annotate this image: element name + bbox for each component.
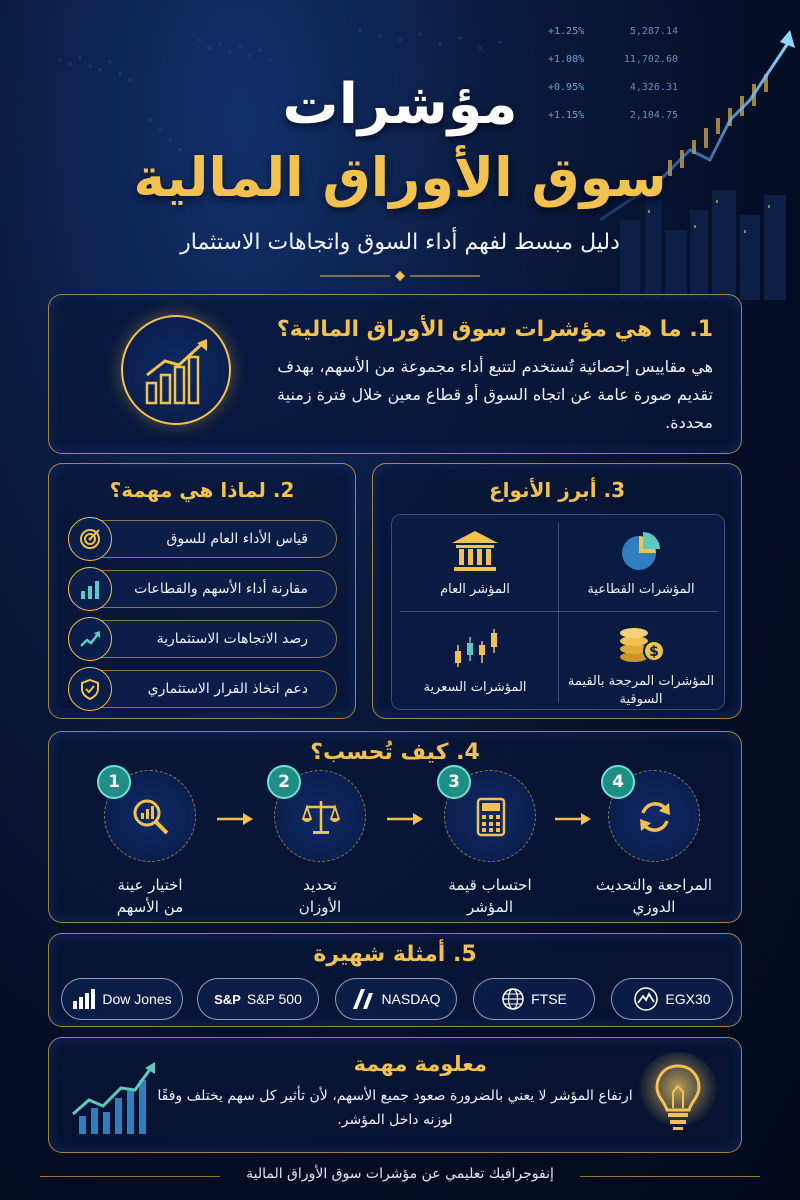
importance-item (71, 670, 337, 708)
section5-title: 5. أمثلة شهيرة (313, 942, 477, 967)
ticker-row (548, 26, 678, 54)
ticker-value: 2,104.75 (629, 110, 678, 121)
ticker-change: +0.95% (548, 82, 585, 93)
step-compute-value (425, 770, 555, 918)
type-label: المؤشر العام (440, 582, 510, 597)
subtitle-divider (320, 270, 480, 282)
index-nasdaq (335, 978, 457, 1020)
section-types (372, 463, 742, 719)
section2-title: 2. لماذا هي مهمة؟ (109, 478, 295, 502)
type-label: المؤشرات المرجحة بالقيمة السوقية (567, 674, 715, 707)
coins-icon (616, 621, 666, 665)
growth-bars-icon (141, 335, 215, 409)
section3-title: 3. أبرز الأنواع (488, 478, 626, 502)
step-select-sample (85, 770, 215, 918)
candlestick-icon (450, 627, 500, 671)
step-label: المؤشر (466, 898, 513, 916)
scales-icon (301, 797, 341, 837)
index-sp500 (197, 978, 319, 1020)
refresh-icon (635, 797, 675, 837)
ticker-value: 4,326.31 (629, 82, 678, 93)
step-number-badge: 4 (601, 765, 635, 799)
ticker-change: +1.15% (548, 110, 585, 121)
step-label: من الأسهم (116, 898, 184, 916)
section4-title: 4. كيف تُحسب؟ (310, 740, 480, 765)
type-label: المؤشرات القطاعية (587, 582, 695, 597)
step-ring (608, 770, 700, 862)
importance-item (71, 520, 337, 558)
egx-logo-icon (633, 986, 659, 1012)
trend-up-icon (68, 617, 112, 661)
sp-logo-icon: S&P (214, 991, 241, 1007)
nasdaq-logo-icon (351, 989, 375, 1009)
index-name: FTSE (531, 991, 567, 1007)
arrow-right-icon (553, 812, 593, 826)
growth-chart-badge (121, 315, 231, 425)
step-label: اختيار عينة (117, 876, 183, 894)
step-ring (444, 770, 536, 862)
type-cap-weighted (558, 621, 724, 709)
ticker-value: 11,702.60 (623, 54, 678, 65)
bar-chart-icon (72, 989, 96, 1009)
step-label: احتساب قيمة (448, 876, 532, 894)
ticker-change: +1.25% (548, 26, 585, 37)
step-number-badge: 3 (437, 765, 471, 799)
ticker-value: 5,287.14 (629, 26, 678, 37)
index-dow-jones (61, 978, 183, 1020)
footer-caption: إنفوجرافيك تعليمي عن مؤشرات سوق الأوراق المالية (246, 1166, 554, 1182)
shield-check-icon (68, 667, 112, 711)
page-title-line2: سوق الأوراق المالية (133, 146, 667, 209)
page-subtitle: دليل مبسط لفهم أداء السوق واتجاهات الاستثمار (180, 230, 620, 255)
step-set-weights (255, 770, 385, 918)
pie-chart-icon (619, 529, 663, 573)
arrow-right-icon (215, 812, 255, 826)
step-ring (274, 770, 366, 862)
target-icon (68, 517, 112, 561)
importance-label: دعم اتخاذ القرار الاستثماري (147, 681, 308, 697)
globe-icon (501, 987, 525, 1011)
page-title-line1: مؤشرات (282, 72, 518, 137)
importance-item (71, 620, 337, 658)
note-title: معلومة مهمة (353, 1052, 487, 1076)
bank-building-icon (450, 529, 500, 573)
importance-label: قياس الأداء العام للسوق (166, 531, 308, 547)
light-bulb-icon (633, 1052, 723, 1142)
type-price (392, 627, 558, 697)
step-ring (104, 770, 196, 862)
importance-item (71, 570, 337, 608)
trend-chart-icon (69, 1060, 159, 1140)
index-name: Dow Jones (102, 991, 172, 1007)
types-grid (391, 514, 725, 710)
section-definition (48, 294, 742, 454)
section-examples (48, 933, 742, 1027)
type-sectoral (558, 529, 724, 599)
index-name: NASDAQ (381, 991, 441, 1007)
step-label: تحديد (303, 876, 337, 894)
magnifier-chart-icon (131, 797, 171, 837)
section-calculation (48, 731, 742, 923)
index-name: EGX30 (665, 991, 711, 1007)
section1-title: 1. ما هي مؤشرات سوق الأوراق المالية؟ (276, 317, 713, 342)
index-ftse (473, 978, 595, 1020)
section1-body: هي مقاييس إحصائية تُستخدم لتتبع أداء مجموعة من الأسهم، بهدف تقديم صورة عامة عن اتجاه السوق أو قطاع معين خلال فترة زمنية محددة. (277, 357, 713, 432)
note-body: ارتفاع المؤشر لا يعني بالضرورة صعود جميع الأسهم، لأن تأثير كل سهم يختلف وفقًا لوزنه داخل المؤشر. (157, 1088, 633, 1128)
step-number-badge: 1 (97, 765, 131, 799)
index-name: S&P 500 (246, 991, 302, 1007)
arrow-right-icon (385, 812, 425, 826)
ticker-change: +1.08% (548, 54, 585, 65)
step-label: الدوزي (632, 898, 676, 916)
bar-chart-icon (68, 567, 112, 611)
step-number-badge: 2 (267, 765, 301, 799)
type-general (392, 529, 558, 599)
section-importance (48, 463, 356, 719)
calculator-icon (471, 797, 511, 837)
index-egx30 (611, 978, 733, 1020)
step-review-update (589, 770, 719, 918)
importance-label: مقارنة أداء الأسهم والقطاعات (134, 581, 308, 597)
svg-text:$: $ (649, 644, 659, 660)
importance-label: رصد الاتجاهات الاستثمارية (156, 631, 308, 647)
step-label: الأوزان (298, 898, 342, 916)
grid-divider (400, 611, 718, 612)
step-label: المراجعة والتحديث (595, 876, 713, 894)
important-note (48, 1037, 742, 1153)
type-label: المؤشرات السعرية (423, 680, 527, 695)
